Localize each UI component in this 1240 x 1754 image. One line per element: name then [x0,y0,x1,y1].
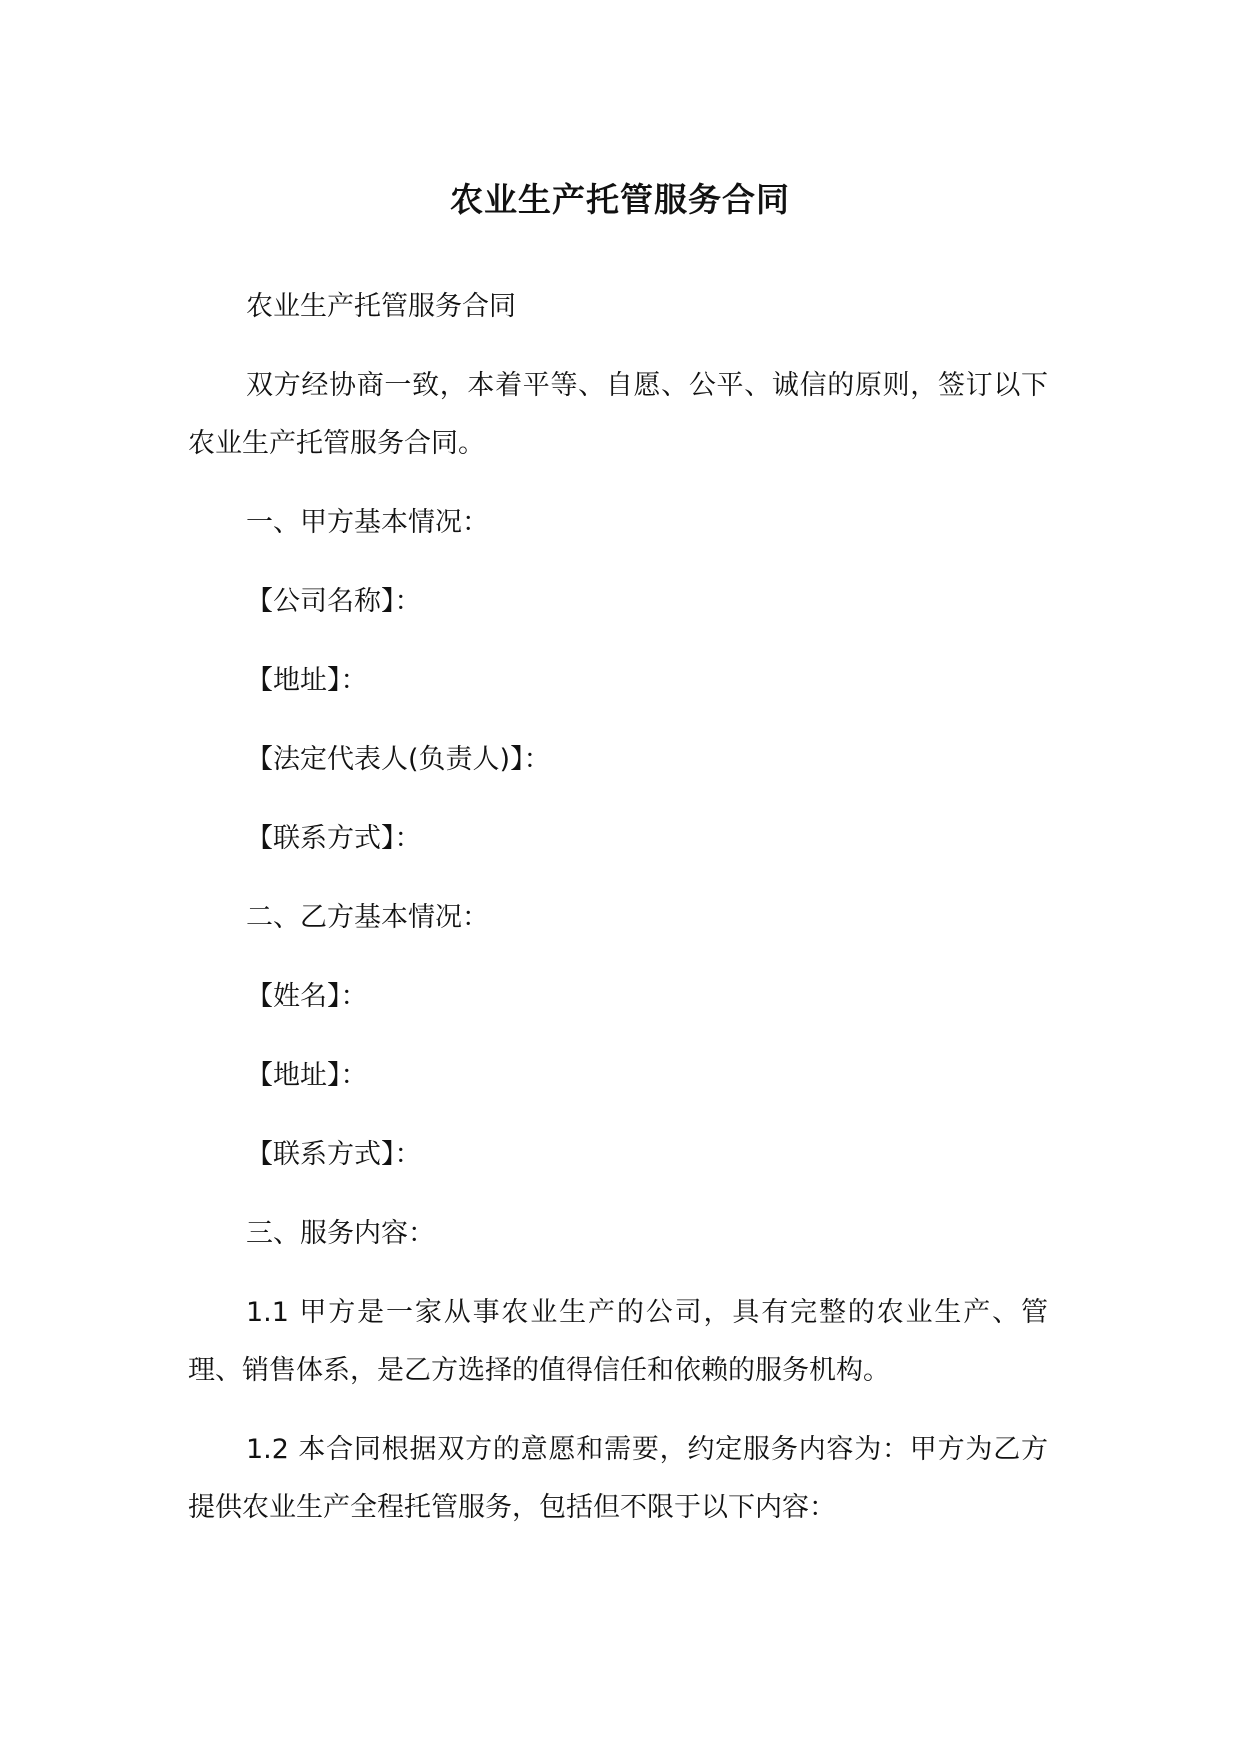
field-legal-representative: 【法定代表人(负责人)】： [246,744,551,775]
field-party-b-contact: 【联系方式】： [246,1139,422,1170]
field-company-name: 【公司名称】： [246,586,422,617]
paragraph-subtitle: 农业生产托管服务合同 [246,291,516,322]
document-body [188,278,1048,1558]
document-title: 农业生产托管服务合同 [450,180,790,219]
field-party-a-contact: 【联系方式】： [246,823,422,854]
section-heading-services: 三、服务内容： [246,1218,435,1249]
section-heading-party-a: 一、甲方基本情况： [246,507,489,538]
clause-1-2: 1.2 本合同根据双方的意愿和需要，约定服务内容为：甲方为乙方提供农业生产全程托管服务，包括但不限于以下内容： [188,1434,1048,1523]
field-party-b-address: 【地址】： [246,1060,368,1091]
paragraph-preamble: 双方经协商一致，本着平等、自愿、公平、诚信的原则，签订以下农业生产托管服务合同。 [188,370,1048,459]
field-party-a-address: 【地址】： [246,665,368,696]
clause-1-1: 1.1 甲方是一家从事农业生产的公司，具有完整的农业生产、管理、销售体系，是乙方选择的值得信任和依赖的服务机构。 [188,1297,1048,1386]
field-party-b-name: 【姓名】： [246,981,368,1012]
section-heading-party-b: 二、乙方基本情况： [246,902,489,933]
